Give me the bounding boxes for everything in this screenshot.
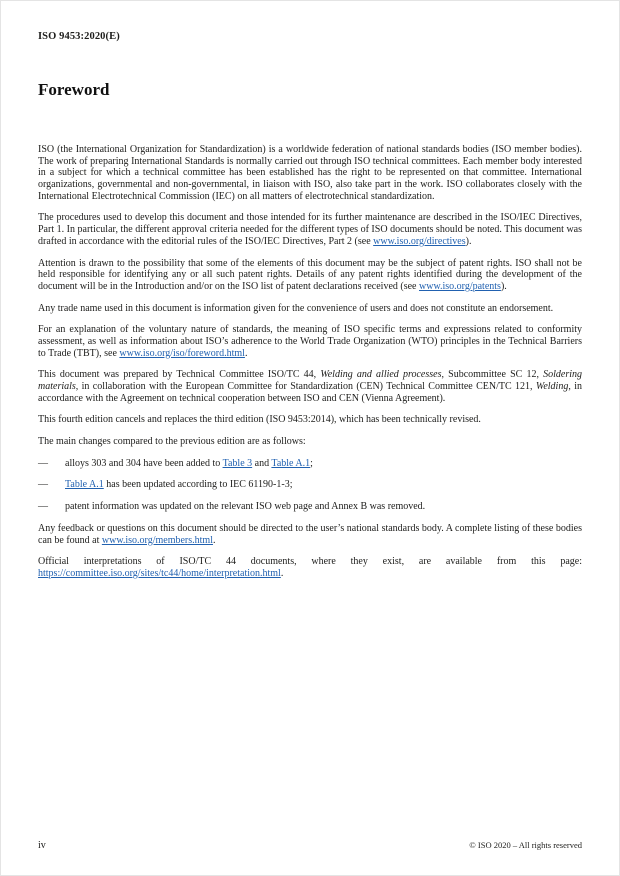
text-segment: For an explanation of the voluntary nature of standards, the meaning of ISO specific terms and expressions related to conformity assessment, as well as information about ISO’s adherence to the World Trade Organization (WTO) principles in the Technical Barriers to Trade (TBT), see [38,324,582,359]
text-segment: patent information was updated on the relevant ISO web page and Annex B was removed. [65,501,426,513]
paragraph [38,258,582,293]
paragraph [38,303,582,315]
document-footer [38,840,582,851]
text-segment: This fourth edition cancels and replaces the third edition (ISO 9453:2014), which has been technically revised. [38,414,481,426]
text-segment: Any feedback or questions on this document should be directed to the user’s national standards body. A complete listing of these bodies can be found at [38,522,582,546]
text-segment: Welding and allied processes [320,369,442,381]
list-item [38,479,582,491]
text-segment: ; [310,457,313,469]
text-segment: Official interpretations of ISO/TC 44 documents, where they exist, are available from this page: [38,556,582,568]
text-segment: The main changes compared to the previous edition are as follows: [38,436,306,448]
paragraph [38,523,582,546]
text-segment: , Subcommittee SC 12, [441,369,544,381]
page-title: Foreword [38,80,110,99]
text-segment: . [244,347,248,359]
list-dash: — [38,501,48,513]
text-segment: Attention is drawn to the possibility that some of the elements of this document may be the subject of patent rights. ISO shall not be held responsible for identifying any or all such patent rights. Details of any patent rights identified during the development of the document will be in the Introduction and/or on the ISO list of patent declarations received (see [38,257,582,292]
text-segment: Soldering materials [38,369,583,392]
list-dash: — [38,479,48,491]
text-segment: has been updated according to IEC 61190-1-3; [103,479,293,491]
paragraph [38,414,582,426]
paragraph [38,369,582,404]
text-segment: , in accordance with the Agreement on technical cooperation between ISO and CEN (Vienna Agreement). [38,381,582,404]
copyright-notice: © ISO 2020 – All rights reserved [469,840,582,850]
paragraph [38,212,582,247]
text-segment: ). [465,235,472,247]
hyperlink[interactable]: www.iso.org/directives [373,235,466,247]
list-item [38,501,582,513]
text-segment: alloys 303 and 304 have been added to [65,457,223,469]
hyperlink[interactable]: https://committee.iso.org/sites/tc44/home/interpretation.html [38,567,281,579]
list-dash: — [38,457,48,469]
hyperlink[interactable]: Table 3 [222,457,253,469]
list-item [38,458,582,470]
text-segment: and [252,457,272,469]
text-segment: ISO (the International Organization for Standardization) is a worldwide federation of national standards bodies (ISO member bodies). The work of preparing International Standards is normally carried out through ISO technical committees. Each member body interested in a subject for which a technical committee has been established has the right to be represented on that committee. International organizations, governmental and non-governmental, in liaison with ISO, also take part in the work. ISO collaborates closely with the International Electrotechnical Commission (IEC) on all matters of electrotechnical standardization. [38,144,582,202]
document-header [38,31,582,42]
paragraph [38,436,582,448]
document-reference: ISO 9453:2020(E) [38,31,120,42]
text-segment: This document was prepared by Technical Committee ISO/TC 44, [38,369,321,381]
hyperlink[interactable]: Table A.1 [271,457,311,469]
text-segment: The procedures used to develop this document and those intended for its further maintenance are described in the ISO/IEC Directives, Part 1. In particular, the different approval criteria needed for the different types of ISO documents should be noted. This document was drafted in accordance with the editorial rules of the ISO/IEC Directives, Part 2 (see [38,212,582,247]
paragraph [38,324,582,359]
page-number: iv [38,840,46,851]
foreword-content [38,144,582,580]
hyperlink[interactable]: www.iso.org/members.html [101,534,213,546]
hyperlink[interactable]: Table A.1 [65,479,104,491]
text-segment: ). [500,280,507,292]
text-segment: , in collaboration with the European Committee for Standardization (CEN) Technical Committee CEN/TC 121, [75,381,536,392]
paragraph [38,144,582,202]
text-segment: Any trade name used in this document is information given for the convenience of users and does not constitute an endorsement. [38,302,554,314]
text-segment: Welding [535,381,569,392]
text-segment: . [212,534,216,546]
hyperlink[interactable]: www.iso.org/patents [419,280,501,292]
text-segment: . [280,567,284,579]
paragraph [38,556,582,579]
hyperlink[interactable]: www.iso.org/iso/foreword.html [119,347,245,359]
